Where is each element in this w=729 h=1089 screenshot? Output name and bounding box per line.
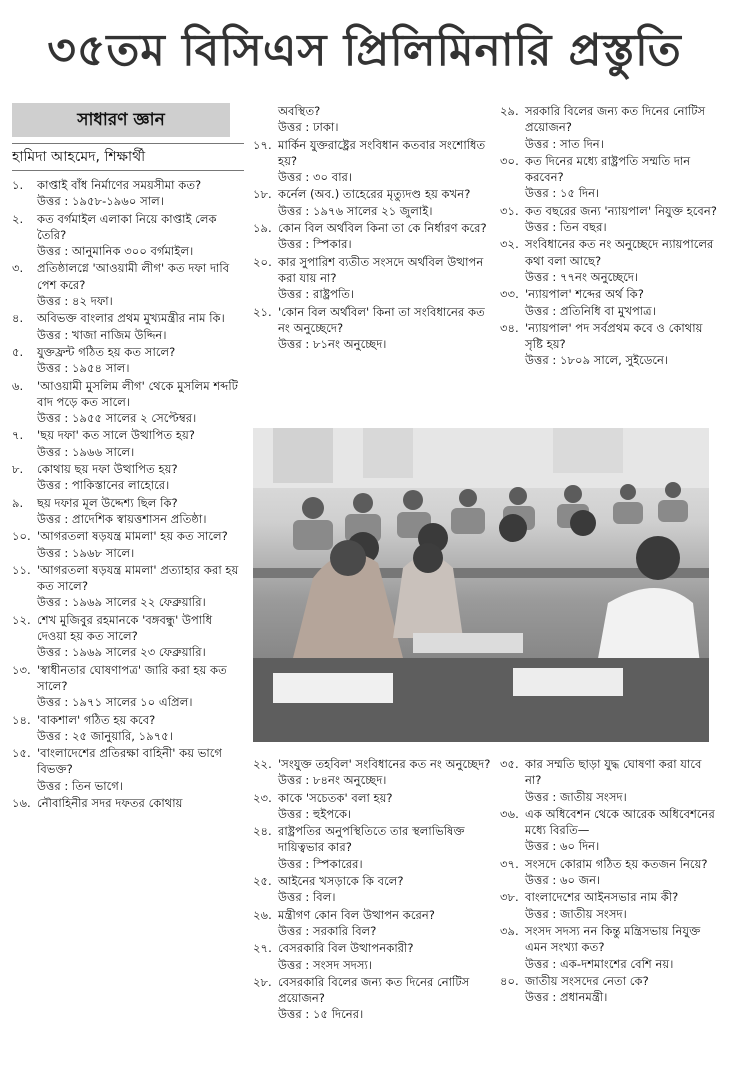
answer-text: প্রাদেশিক স্বায়ত্তশাসন প্রতিষ্ঠা। — [71, 511, 207, 526]
qa-number: ৪. — [12, 311, 24, 326]
qa-answer — [500, 906, 719, 922]
qa-number: ৭. — [12, 428, 24, 443]
qa-question-continued — [12, 795, 244, 811]
qa-number: ৩৮. — [500, 890, 519, 905]
qa-answer — [500, 989, 719, 1005]
answer-label: উত্তর : — [525, 353, 557, 368]
qa-question: শেখ মুজিবুর রহমানকে 'বঙ্গবন্ধু' উপাধি দেওয়া হয় কত সালে? — [37, 612, 213, 644]
answer-text: ২৫ জানুয়ারি, ১৯৭৫। — [71, 728, 173, 743]
qa-question: আইনের খসড়াকে কি বলে? — [278, 874, 404, 889]
answer-label: উত্তর : — [278, 237, 310, 252]
qa-answer — [500, 352, 719, 368]
qa-answer — [253, 203, 491, 219]
qa-question: কাকে 'সচেতক' বলা হয়? — [278, 790, 393, 805]
answer-label: উত্তর : — [278, 120, 310, 135]
qa-answer — [253, 169, 491, 185]
qa-item — [253, 873, 491, 906]
qa-number: ২৮. — [253, 974, 272, 989]
answer-label: উত্তর : — [37, 695, 69, 710]
qa-number: ২১. — [253, 304, 272, 319]
answer-text: আনুমানিক ৩০০ বর্গমাইল। — [71, 244, 194, 259]
qa-number: ১২. — [12, 612, 31, 627]
qa-answer — [12, 545, 244, 561]
answer-label: উত্তর : — [37, 194, 69, 209]
qa-question: কর্নেল (অব.) তাহেরের মৃত্যুদণ্ড হয় কখন? — [278, 187, 471, 202]
answer-text: সংসদ সদস্য। — [312, 957, 372, 972]
qa-item — [12, 378, 244, 427]
answer-label: উত্তর : — [525, 906, 557, 921]
qa-question: 'স্বাধীনতার ঘোষণাপত্র' জারি করা হয় কত সালে? — [37, 662, 227, 693]
answer-label: উত্তর : — [278, 923, 310, 938]
qa-question: সংবিধানের কত নং অনুচ্ছেদে ন্যায়পালের কথা বলা আছে? — [525, 237, 714, 268]
qa-question: 'আগরতলা ষড়যন্ত্র মামলা' প্রত্যাহার করা হয় কত সালে? — [37, 562, 239, 594]
qa-question: সংসদ সদস্য নন কিন্তু মন্ত্রিসভায় নিযুক্ত এমন সংখ্যা কত? — [525, 923, 701, 955]
qa-item — [253, 907, 491, 940]
answer-label: উত্তর : — [278, 337, 310, 352]
answer-text: ১৯৫৮-১৯৬০ সাল। — [71, 194, 164, 209]
qa-item — [500, 806, 719, 855]
qa-number: ৩৭. — [500, 856, 519, 871]
answer-text: ৬০ জন। — [559, 873, 601, 888]
qa-question: কোথায় ছয় দফা উত্থাপিত হয়? — [37, 462, 178, 477]
qa-question: অবিভক্ত বাংলার প্রথম মুখ্যমন্ত্রীর নাম কি। — [37, 311, 225, 326]
qa-answer — [253, 1006, 491, 1022]
qa-item — [500, 756, 719, 805]
qa-number: ১৬. — [12, 795, 31, 810]
qa-item — [12, 662, 244, 711]
qa-list — [500, 756, 719, 1005]
answer-text: তিন ভাগে। — [71, 778, 124, 793]
qa-question: এক অধিবেশন থেকে আরেক অধিবেশনের মধ্যে বিরতি— — [525, 806, 715, 838]
qa-answer — [12, 410, 244, 426]
qa-answer — [12, 360, 244, 376]
qa-item — [253, 756, 491, 789]
answer-label: উত্তর : — [278, 806, 310, 821]
answer-label: উত্তর : — [525, 990, 557, 1005]
answer-text: সরকারি বিল? — [312, 923, 377, 938]
qa-answer — [500, 269, 719, 285]
qa-item — [253, 137, 491, 186]
answer-label: উত্তর : — [37, 545, 69, 560]
qa-question: বাংলাদেশের আইনসভার নাম কী? — [525, 890, 679, 905]
qa-number: ১৫. — [12, 746, 31, 761]
qa-answer — [12, 327, 244, 343]
qa-number: ২৩. — [253, 790, 272, 805]
answer-label: উত্তর : — [37, 645, 69, 660]
qa-question: 'ছয় দফা' কত সালে উত্থাপিত হয়? — [37, 428, 195, 443]
qa-answer — [253, 772, 491, 788]
answer-text: ১৫ দিনের। — [312, 1007, 364, 1022]
answer-label: উত্তর : — [37, 778, 69, 793]
qa-number: ২০. — [253, 254, 272, 269]
qa-question: প্রতিষ্ঠালগ্নে 'আওয়ামী লীগ' কত দফা দাবি পেশ করে? — [37, 261, 230, 292]
qa-answer — [253, 236, 491, 252]
qa-answer — [500, 956, 719, 972]
qa-item — [12, 495, 244, 528]
answer-text: ১৫ দিন। — [559, 186, 600, 201]
answer-label: উত্তর : — [525, 136, 557, 151]
qa-item — [12, 528, 244, 561]
qa-question: কত বছরের জন্য 'ন্যায়পাল' নিযুক্ত হবেন? — [525, 203, 717, 218]
qa-item — [500, 236, 719, 285]
qa-answer — [500, 219, 719, 235]
qa-number: ৫. — [12, 344, 24, 359]
qa-item — [253, 186, 491, 219]
qa-answer — [12, 293, 244, 309]
answer-label: উত্তর : — [37, 244, 69, 259]
qa-item — [500, 856, 719, 889]
answer-label: উত্তর : — [278, 287, 310, 302]
answer-text: ১৯৬৯ সালের ২৩ ফেব্রুয়ারি। — [71, 645, 206, 660]
qa-question: 'বাংলাদেশের প্রতিরক্ষা বাহিনী' কয় ভাগে বিভক্ত? — [37, 746, 223, 777]
answer-text: ৬০ দিন। — [559, 839, 600, 854]
qa-question: ছয় দফার মূল উদ্দেশ্য ছিল কি? — [37, 495, 178, 510]
answer-label: উত্তর : — [525, 269, 557, 284]
qa-question: কাপ্তাই বাঁধ নির্মাণের সময়সীমা কত? — [37, 178, 202, 192]
qa-number: ৩৪. — [500, 320, 519, 335]
qa-number: ১৭. — [253, 137, 272, 152]
qa-list — [500, 103, 719, 369]
qa-item — [253, 790, 491, 823]
answer-label: উত্তর : — [278, 170, 310, 185]
qa-number: ৩০. — [500, 153, 519, 168]
qa-item — [12, 211, 244, 260]
answer-text: ৩০ বার। — [312, 170, 353, 185]
qa-number: ২৭. — [253, 941, 272, 956]
qa-question: কার সুপারিশ ব্যতীত সংসদে অর্থবিল উত্থাপন করা যায় না? — [278, 254, 484, 285]
qa-question: 'বাকশাল' গঠিত হয় কবে? — [37, 712, 156, 727]
qa-number: ১৯. — [253, 221, 272, 236]
qa-item — [12, 612, 244, 661]
qa-question: রাষ্ট্রপতির অনুপস্থিতিতে তার স্থলাভিষিক্ত দায়িত্বভার কার? — [278, 824, 465, 855]
answer-label: উত্তর : — [278, 203, 310, 218]
qa-number: ১৪. — [12, 712, 31, 727]
qa-number: ৮. — [12, 462, 24, 477]
qa-answer — [12, 477, 244, 493]
qa-answer — [12, 243, 244, 259]
qa-number: ২৪. — [253, 824, 272, 839]
qa-answer — [12, 694, 244, 710]
qa-answer — [12, 594, 244, 610]
qa-question: সরকারি বিলের জন্য কত দিনের নোটিস প্রয়োজন? — [525, 104, 706, 135]
answer-text: স্পিকার। — [312, 237, 352, 252]
qa-question: 'আগরতলা ষড়যন্ত্র মামলা' হয় কত সালে? — [37, 529, 228, 544]
answer-text: খাজা নাজিম উদ্দিন। — [71, 327, 167, 342]
qa-item — [12, 461, 244, 494]
answer-text: এক-দশমাংশের বেশি নয়। — [559, 956, 674, 971]
qa-item — [253, 823, 491, 872]
qa-answer — [500, 838, 719, 854]
qa-answer — [500, 789, 719, 805]
answer-text: জাতীয় সংসদ। — [559, 906, 627, 921]
qa-answer — [253, 889, 491, 905]
qa-item — [12, 427, 244, 460]
qa-list — [253, 756, 491, 1023]
answer-label: উত্তর : — [525, 956, 557, 971]
qa-answer — [500, 136, 719, 152]
qa-question: বেসরকারি বিল উত্থাপনকারী? — [278, 941, 414, 956]
qa-item — [253, 974, 491, 1023]
qa-number: ৩৩. — [500, 287, 519, 302]
qa-number: ২৬. — [253, 907, 272, 922]
answer-text: ১৮০৯ সালে, সুইডেনে। — [559, 353, 669, 368]
qa-item — [253, 304, 491, 353]
answer-label: উত্তর : — [278, 1007, 310, 1022]
qa-question: সংসদে কোরাম গঠিত হয় কতজন নিয়ে? — [525, 856, 708, 871]
qa-answer — [253, 923, 491, 939]
qa-item — [500, 153, 719, 202]
qa-item — [12, 712, 244, 745]
qa-answer — [253, 119, 491, 135]
qa-number: ৯. — [12, 495, 24, 510]
qa-number: ৩৫. — [500, 757, 519, 771]
answer-label: উত্তর : — [525, 186, 557, 201]
qa-number: ১০. — [12, 529, 31, 544]
qa-question: 'ন্যায়পাল' শব্দের অর্থ কি? — [525, 287, 644, 302]
qa-item — [12, 260, 244, 309]
qa-answer — [12, 728, 244, 744]
answer-text: পাকিস্তানের লাহোরে। — [71, 478, 170, 493]
answer-label: উত্তর : — [525, 303, 557, 318]
qa-number: ২৫. — [253, 874, 272, 889]
qa-item — [500, 889, 719, 922]
qa-list — [12, 177, 244, 794]
qa-question: কার সম্মতি ছাড়া যুদ্ধ ঘোষণা করা যাবে না? — [525, 757, 702, 788]
answer-label: উত্তর : — [278, 773, 310, 788]
qa-number: ৩. — [12, 261, 24, 276]
answer-label: উত্তর : — [525, 873, 557, 888]
qa-item — [12, 177, 244, 210]
column-4 — [253, 756, 491, 1024]
answer-label: উত্তর : — [278, 856, 310, 871]
qa-answer — [500, 303, 719, 319]
qa-question: মার্কিন যুক্তরাষ্ট্রের সংবিধান কতবার সংশোধিত হয়? — [278, 137, 486, 168]
qa-item — [12, 745, 244, 794]
answer-label: উত্তর : — [525, 220, 557, 235]
qa-answer — [12, 193, 244, 209]
qa-answer — [12, 778, 244, 794]
qa-number: ২৯. — [500, 104, 519, 118]
qa-item — [500, 286, 719, 319]
qa-item — [253, 940, 491, 973]
answer-text: ১৯৫৫ সালের ২ সেপ্টেম্বর। — [71, 411, 197, 426]
qa-question: কত দিনের মধ্যে রাষ্ট্রপতি সম্মতি দান করবেন? — [525, 153, 691, 185]
qa-question: কোন বিল অর্থবিল কিনা তা কে নির্ধারণ করে? — [278, 221, 487, 236]
qa-number: ১৩. — [12, 662, 31, 677]
qa-answer — [12, 511, 244, 527]
section-heading: সাধারণ জ্ঞান — [12, 103, 230, 137]
answer-label: উত্তর : — [37, 361, 69, 376]
answer-label: উত্তর : — [525, 839, 557, 854]
qa-question: 'আওয়ামী মুসলিম লীগ' থেকে মুসলিম শব্দটি বাদ পড়ে কত সালে। — [37, 378, 238, 409]
qa-list — [253, 137, 491, 353]
column-1 — [12, 103, 244, 811]
answer-label: উত্তর : — [278, 890, 310, 905]
qa-answer — [253, 336, 491, 352]
qa-answer — [12, 644, 244, 660]
exam-hall-illustration — [253, 428, 709, 742]
answer-label: উত্তর : — [525, 789, 557, 804]
answer-text: তিন বছর। — [559, 220, 607, 235]
qa-number: ৩২. — [500, 237, 519, 252]
answer-text: ১৯৬৯ সালের ২২ ফেব্রুয়ারি। — [71, 595, 206, 610]
page-title: ৩৫তম বিসিএস প্রিলিমিনারি প্রস্তুতি — [47, 25, 682, 76]
column-2 — [253, 103, 491, 353]
qa-number: ১১. — [12, 562, 31, 577]
answer-text: ১৯৬৬ সালে। — [71, 444, 135, 459]
qa-item — [12, 562, 244, 611]
answer-label: উত্তর : — [37, 444, 69, 459]
qa-number: ৩১. — [500, 203, 519, 218]
qa-number: ৩৬. — [500, 806, 519, 821]
qa-answer — [253, 806, 491, 822]
answer-text: ৮১নং অনুচ্ছেদ। — [312, 337, 387, 352]
answer-text: ঢাকা। — [312, 120, 339, 135]
answer-text: ৭৭নং অনুচ্ছেদে। — [559, 269, 639, 284]
qa-answer — [12, 444, 244, 460]
qa-number: ২২. — [253, 757, 272, 771]
qa-question: কত বর্গমাইল এলাকা নিয়ে কাপ্তাই লেক তৈরি? — [37, 211, 217, 242]
qa-question: মন্ত্রীগণ কোন বিল উত্থাপন করেন? — [278, 907, 435, 922]
answer-text: ৮৪নং অনুচ্ছেদ। — [312, 773, 387, 788]
qa-number: ১. — [12, 178, 24, 192]
qa-answer — [253, 957, 491, 973]
qa-answer — [500, 185, 719, 201]
qa-item — [12, 344, 244, 377]
qa-answer — [253, 286, 491, 302]
qa-answer — [500, 872, 719, 888]
column-5 — [500, 756, 719, 1006]
qa-item — [253, 220, 491, 253]
answer-text: স্পিকারের। — [312, 856, 363, 871]
qa-item — [500, 203, 719, 236]
answer-label: উত্তর : — [37, 294, 69, 309]
qa-item — [500, 923, 719, 972]
exam-hall-photo — [253, 428, 709, 742]
qa-number: ২. — [12, 211, 24, 226]
answer-text: রাষ্ট্রপতি। — [312, 287, 355, 302]
answer-text: ১৯৬৮ সালে। — [71, 545, 135, 560]
qa-item — [500, 103, 719, 152]
answer-text: ৪২ দফা। — [71, 294, 113, 309]
answer-label: উত্তর : — [37, 478, 69, 493]
answer-label: উত্তর : — [37, 595, 69, 610]
qa-question: বেসরকারি বিলের জন্য কত দিনের নোটিস প্রয়োজন? — [278, 974, 470, 1006]
answer-label: উত্তর : — [37, 728, 69, 743]
qa-answer — [253, 856, 491, 872]
qa-item — [253, 254, 491, 303]
answer-text: সাত দিন। — [559, 136, 604, 151]
qa-item-continued — [253, 103, 491, 136]
qa-item — [12, 310, 244, 343]
answer-text: ১৯৭৬ সালের ২১ জুলাই। — [312, 203, 433, 218]
qa-item — [500, 320, 719, 369]
qa-number: ৪০. — [500, 973, 519, 988]
answer-text: প্রধানমন্ত্রী। — [559, 990, 608, 1005]
qa-item — [500, 973, 719, 1006]
qa-question: 'ন্যায়পাল' পদ সর্বপ্রথম কবে ও কোথায় সৃষ্টি হয়? — [525, 320, 703, 352]
answer-text: বিল। — [312, 890, 336, 905]
qa-question: জাতীয় সংসদের নেতা কে? — [525, 973, 649, 988]
qa-question: 'কোন বিল অর্থবিল' কিনা তা সংবিধানের কত নং অনুচ্ছেদে? — [278, 304, 485, 335]
qa-question: অবস্থিত? — [278, 104, 321, 118]
answer-label: উত্তর : — [37, 511, 69, 526]
answer-text: জাতীয় সংসদ। — [559, 789, 627, 804]
answer-text: প্রতিনিধি বা মুখপাত্র। — [559, 303, 656, 318]
column-3 — [500, 103, 719, 370]
qa-question: যুক্তফ্রন্ট গঠিত হয় কত সালে? — [37, 344, 176, 359]
qa-question: নৌবাহিনীর সদর দফতর কোথায় — [37, 795, 183, 810]
qa-number: ১৮. — [253, 187, 272, 202]
answer-text: হুইপকে। — [312, 806, 352, 821]
answer-text: ১৯৭১ সালের ১০ এপ্রিল। — [71, 695, 193, 710]
author-byline: হামিদা আহমেদ, শিক্ষার্থী — [12, 143, 244, 171]
answer-label: উত্তর : — [37, 411, 69, 426]
answer-text: ১৯৫৪ সাল। — [71, 361, 130, 376]
qa-question: 'সংযুক্ত তহবিল' সংবিধানের কত নং অনুচ্ছেদ? — [278, 757, 491, 771]
qa-number: ৬. — [12, 378, 24, 393]
answer-label: উত্তর : — [37, 327, 69, 342]
qa-number: ৩৯. — [500, 923, 519, 938]
answer-label: উত্তর : — [278, 957, 310, 972]
